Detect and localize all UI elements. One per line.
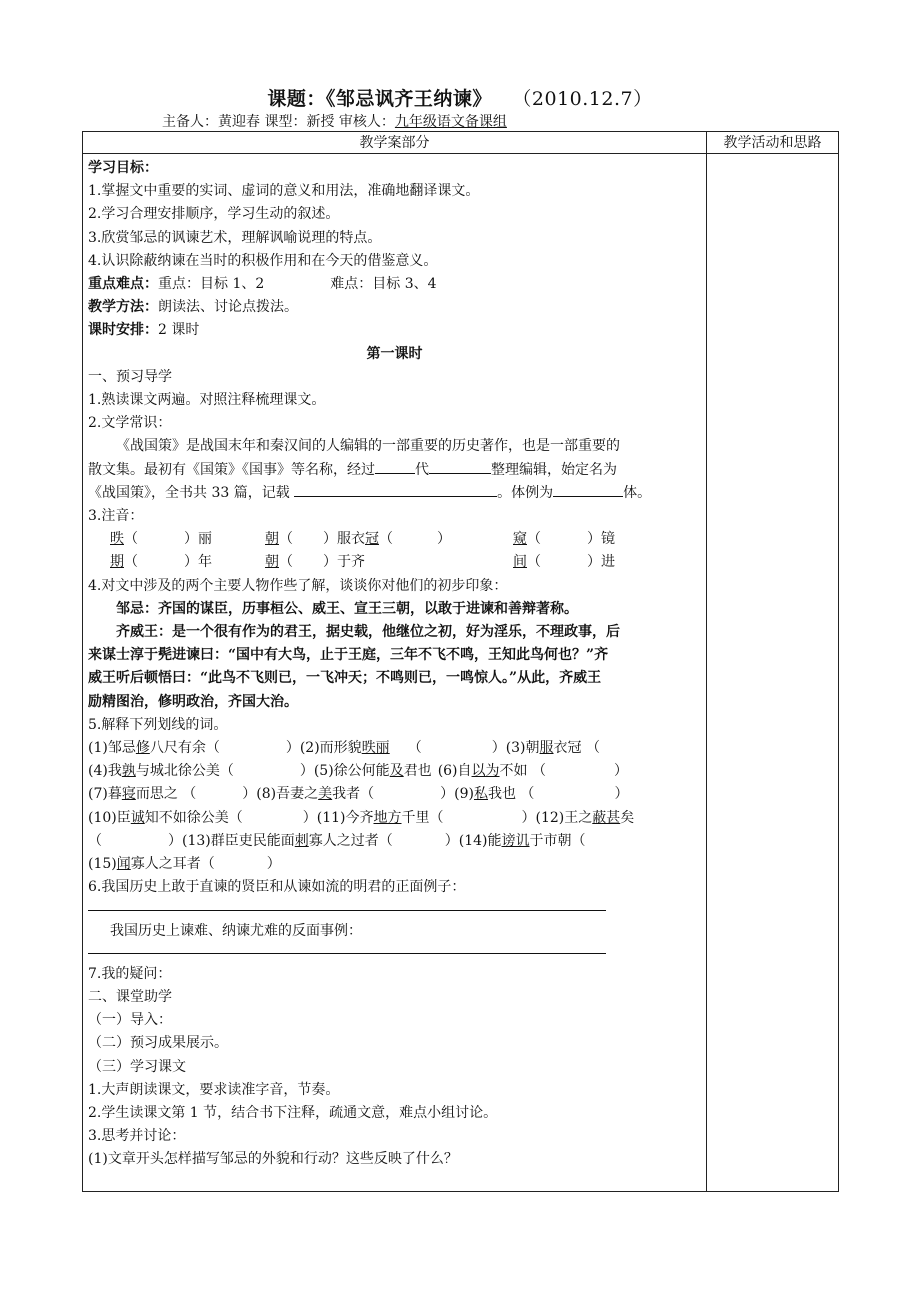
schedule-line xyxy=(88,319,701,342)
lesson-content-cell xyxy=(83,154,707,1192)
word-row xyxy=(88,807,701,830)
word-text: 君也 xyxy=(403,763,432,780)
pinyin-row xyxy=(88,551,701,574)
col2-header: 教学活动和思路 xyxy=(707,132,839,154)
word-text: ） xyxy=(299,763,314,780)
para-line: 《战国策》是战国末年和秦汉间的人编辑的一部重要的历史著作，也是一部重要的 xyxy=(116,438,620,455)
word-text: (12)王之 xyxy=(535,809,593,826)
word-row xyxy=(88,830,701,853)
word-text: 寡人之过者（ xyxy=(308,832,393,849)
answer-rule[interactable] xyxy=(88,900,606,911)
paren: （ xyxy=(124,554,138,571)
step-line: 7.我的疑问： xyxy=(88,965,172,982)
step-line: 6.我国历史上敢于直谏的贤臣和从谏如流的明君的正面例子： xyxy=(88,879,466,896)
goal-item: 4.认识除蔽纳谏在当时的积极作用和在今天的借鉴意义。 xyxy=(88,252,438,269)
word-text: 寡人之耳者（ xyxy=(130,856,215,873)
word-row xyxy=(88,853,701,876)
word-text: (8)吾妻之 xyxy=(256,786,319,803)
step-line: 1.熟读课文两遍。对照注释梳理课文。 xyxy=(88,392,326,409)
para-line xyxy=(88,482,701,505)
word-underlined: 孰 xyxy=(121,763,136,780)
word-underlined: 谤讥 xyxy=(501,832,530,849)
para-text: 代 xyxy=(415,461,429,478)
word-text: 不如 （ xyxy=(499,763,546,780)
word-text: (11)今齐 xyxy=(316,809,374,826)
goal-item: 1.掌握文中重要的实词、虚词的意义和用法，准确地翻译课文。 xyxy=(88,183,480,200)
lesson-content xyxy=(83,154,706,1172)
word-text: 与城北徐公美（ xyxy=(135,763,234,780)
word-underlined: 蔽甚 xyxy=(592,809,621,826)
bio-zouji: 邹忌：齐国的谋臣，历事桓公、威王、宣王三朝，以敢于进谏和善辩著称。 xyxy=(116,600,578,617)
word-text: 千里（ xyxy=(401,809,444,826)
word-underlined: 修 xyxy=(135,740,150,757)
method-label: 教学方法： xyxy=(88,299,158,316)
goals-label: 学习目标： xyxy=(88,160,158,176)
para-text: 整理编辑，始定名为 xyxy=(491,461,617,478)
bio-weiwang: 齐威王：是一个很有作为的君王，据史载，他继位之初，好为淫乐，不理政事，后 xyxy=(116,624,620,641)
paren: （ xyxy=(279,531,293,548)
word-text: ） xyxy=(168,832,182,849)
lesson-plan-table xyxy=(82,131,839,1192)
word-underlined: 美 xyxy=(318,786,333,803)
word-text: 我也 （ xyxy=(487,786,535,803)
bio-weiwang: 励精图治，修明政治，齐国大治。 xyxy=(88,693,298,710)
pinyin-char: 期 xyxy=(110,554,124,571)
key-difficulty: 难点：目标 3、4 xyxy=(330,276,437,293)
bio-weiwang: 来谋士淳于髡进谏曰：“国中有大鸟，止于王庭，三年不飞不鸣，王知此鸟何也？”齐 xyxy=(88,647,609,664)
page-title xyxy=(0,84,920,111)
lesson-title: 第一课时 xyxy=(366,345,423,362)
pinyin-char: 窥 xyxy=(513,531,527,548)
word-text: （ xyxy=(88,832,102,849)
method-text: 朗读法、讨论点拨法。 xyxy=(158,299,298,316)
para-line xyxy=(88,459,701,482)
word-underlined: 地方 xyxy=(373,809,402,826)
pinyin-char: 冠 xyxy=(365,531,379,548)
word-text: (2)而形貌 xyxy=(299,740,362,757)
authors-line xyxy=(162,111,507,131)
step-line: 2.学生读课文第 1 节，结合书下注释，疏通文意，难点小组讨论。 xyxy=(88,1104,498,1121)
para-text: 体。 xyxy=(623,484,652,501)
step-line: 1.大声朗读课文，要求读准字音，节奏。 xyxy=(88,1081,340,1098)
word-text: (1)邹忌 xyxy=(88,740,136,757)
word-text: ） xyxy=(242,786,257,803)
goal-item: 3.欣赏邹忌的讽谏艺术，理解讽喻说理的特点。 xyxy=(88,229,382,246)
sub-heading: （二）预习成果展示。 xyxy=(88,1035,228,1052)
word-text: (14)能 xyxy=(458,832,502,849)
paren: （ xyxy=(527,531,541,548)
word-text: ） xyxy=(613,763,628,780)
goal-item: 2.学习合理安排顺序，学习生动的叙述。 xyxy=(88,206,340,223)
word-text: ） xyxy=(440,786,455,803)
pinyin-char: 朝 xyxy=(265,531,279,548)
word-text: ） xyxy=(521,809,536,826)
word-text: 我者（ xyxy=(332,786,375,803)
word-text: ） xyxy=(266,856,281,873)
pinyin-after: ）镜 xyxy=(587,531,615,548)
fill-blank[interactable] xyxy=(429,459,491,474)
word-text: 知不如徐公美（ xyxy=(144,809,243,826)
word-text: (13)群臣吏民能面 xyxy=(182,832,295,849)
word-text: (3)朝 xyxy=(505,740,540,757)
pinyin-after: ）进 xyxy=(587,554,615,571)
word-text: (9) xyxy=(454,786,474,803)
word-underlined: 刺 xyxy=(294,832,309,849)
col1-header: 教学案部分 xyxy=(83,132,707,154)
reviewer-name: 九年级语文备课组 xyxy=(394,114,507,130)
word-text: (15) xyxy=(88,856,117,873)
table-body-row xyxy=(83,154,839,1192)
word-underlined: 昳丽 xyxy=(361,740,390,757)
word-text: ） xyxy=(302,809,317,826)
key-line xyxy=(88,273,701,296)
word-text: (6)自 xyxy=(437,763,472,780)
word-text: (4)我 xyxy=(88,763,122,780)
fill-blank[interactable] xyxy=(553,482,623,497)
step-line: 3.注音： xyxy=(88,508,144,525)
word-text: 而思之 （ xyxy=(135,786,197,803)
pinyin-char: 间 xyxy=(513,554,527,571)
word-underlined: 及 xyxy=(389,763,404,780)
title-date: （2010.12.7） xyxy=(521,88,653,110)
word-text: 于市朝（ xyxy=(529,832,586,849)
step-line: 3.思考并讨论： xyxy=(88,1128,186,1145)
sub-heading: （一）导入： xyxy=(88,1012,172,1029)
schedule-text: 2 课时 xyxy=(158,322,200,339)
authors-prefix: 主备人：黄迎春 课型：新授 审核人： xyxy=(162,114,395,130)
word-underlined: 寝 xyxy=(121,786,136,803)
para-text: 。体例为 xyxy=(497,484,554,501)
step-line: 我国历史上谏难、纳谏尤难的反面事例： xyxy=(110,922,362,939)
word-underlined: 以为 xyxy=(471,763,500,780)
step-line: 5.解释下列划线的词。 xyxy=(88,716,228,733)
fill-blank[interactable] xyxy=(294,482,497,497)
word-row xyxy=(88,737,701,760)
bio-weiwang: 威王听后顿悟曰：“此鸟不飞则已，一飞冲天；不鸣则已，一鸣惊人。”从此，齐威王 xyxy=(88,670,602,687)
key-label: 重点难点： xyxy=(88,276,158,293)
word-text: (10)臣 xyxy=(88,809,131,826)
word-text: 矣 xyxy=(620,809,635,826)
pinyin-char: 朝 xyxy=(265,554,279,571)
question-line: (1)文章开头怎样描写邹忌的外貌和行动？这些反映了什么？ xyxy=(88,1151,458,1168)
pinyin-after: ）服衣 xyxy=(323,531,365,548)
sub-heading: （三）学习课文 xyxy=(88,1058,186,1075)
word-text: ） xyxy=(614,786,629,803)
paren: （ xyxy=(124,531,138,548)
word-text: 衣冠 （ xyxy=(553,740,600,757)
word-text: （ xyxy=(407,740,422,757)
table-header-row xyxy=(83,132,839,154)
title-text: 课题：《邹忌讽齐王纳谏》 xyxy=(267,88,492,110)
word-text: 八尺有余（ xyxy=(149,740,220,757)
answer-rule[interactable] xyxy=(88,943,606,954)
schedule-label: 课时安排： xyxy=(88,322,158,339)
section-heading: 二、课堂助学 xyxy=(88,988,172,1005)
fill-blank[interactable] xyxy=(375,459,415,474)
method-line xyxy=(88,296,701,319)
word-text: (5)徐公何能 xyxy=(313,763,390,780)
pinyin-after: ）于齐 xyxy=(323,554,365,571)
pinyin-char: 昳 xyxy=(110,531,124,548)
pinyin-after: ）年 xyxy=(184,554,212,571)
word-text: ） xyxy=(444,832,459,849)
section-heading: 一、预习导学 xyxy=(88,368,172,385)
word-text: ） xyxy=(491,740,506,757)
pinyin-after: ）丽 xyxy=(184,531,212,548)
key-focus: 重点：目标 1、2 xyxy=(158,276,265,293)
step-line: 4.对文中涉及的两个主要人物作些了解，谈谈你对他们的初步印象： xyxy=(88,577,508,594)
pinyin-row xyxy=(88,528,701,551)
paren: （ xyxy=(527,554,541,571)
word-underlined: 闻 xyxy=(116,856,131,873)
word-text: (7)暮 xyxy=(88,786,122,803)
word-text: ） xyxy=(285,740,300,757)
word-underlined: 服 xyxy=(539,740,554,757)
word-underlined: 私 xyxy=(473,786,488,803)
para-text: 散文集。最初有《国策》《国事》等名称，经过 xyxy=(88,461,375,478)
word-underlined: 诚 xyxy=(130,809,145,826)
paren: （ xyxy=(379,531,393,548)
word-row xyxy=(88,783,701,806)
word-row xyxy=(88,760,701,783)
para-text: 《战国策》，全书共 33 篇，记载 xyxy=(88,484,295,501)
step-line: 2.文学常识： xyxy=(88,415,172,432)
activity-notes-cell[interactable] xyxy=(707,154,839,1192)
paren: （ xyxy=(279,554,293,571)
paren: ） xyxy=(437,531,451,548)
